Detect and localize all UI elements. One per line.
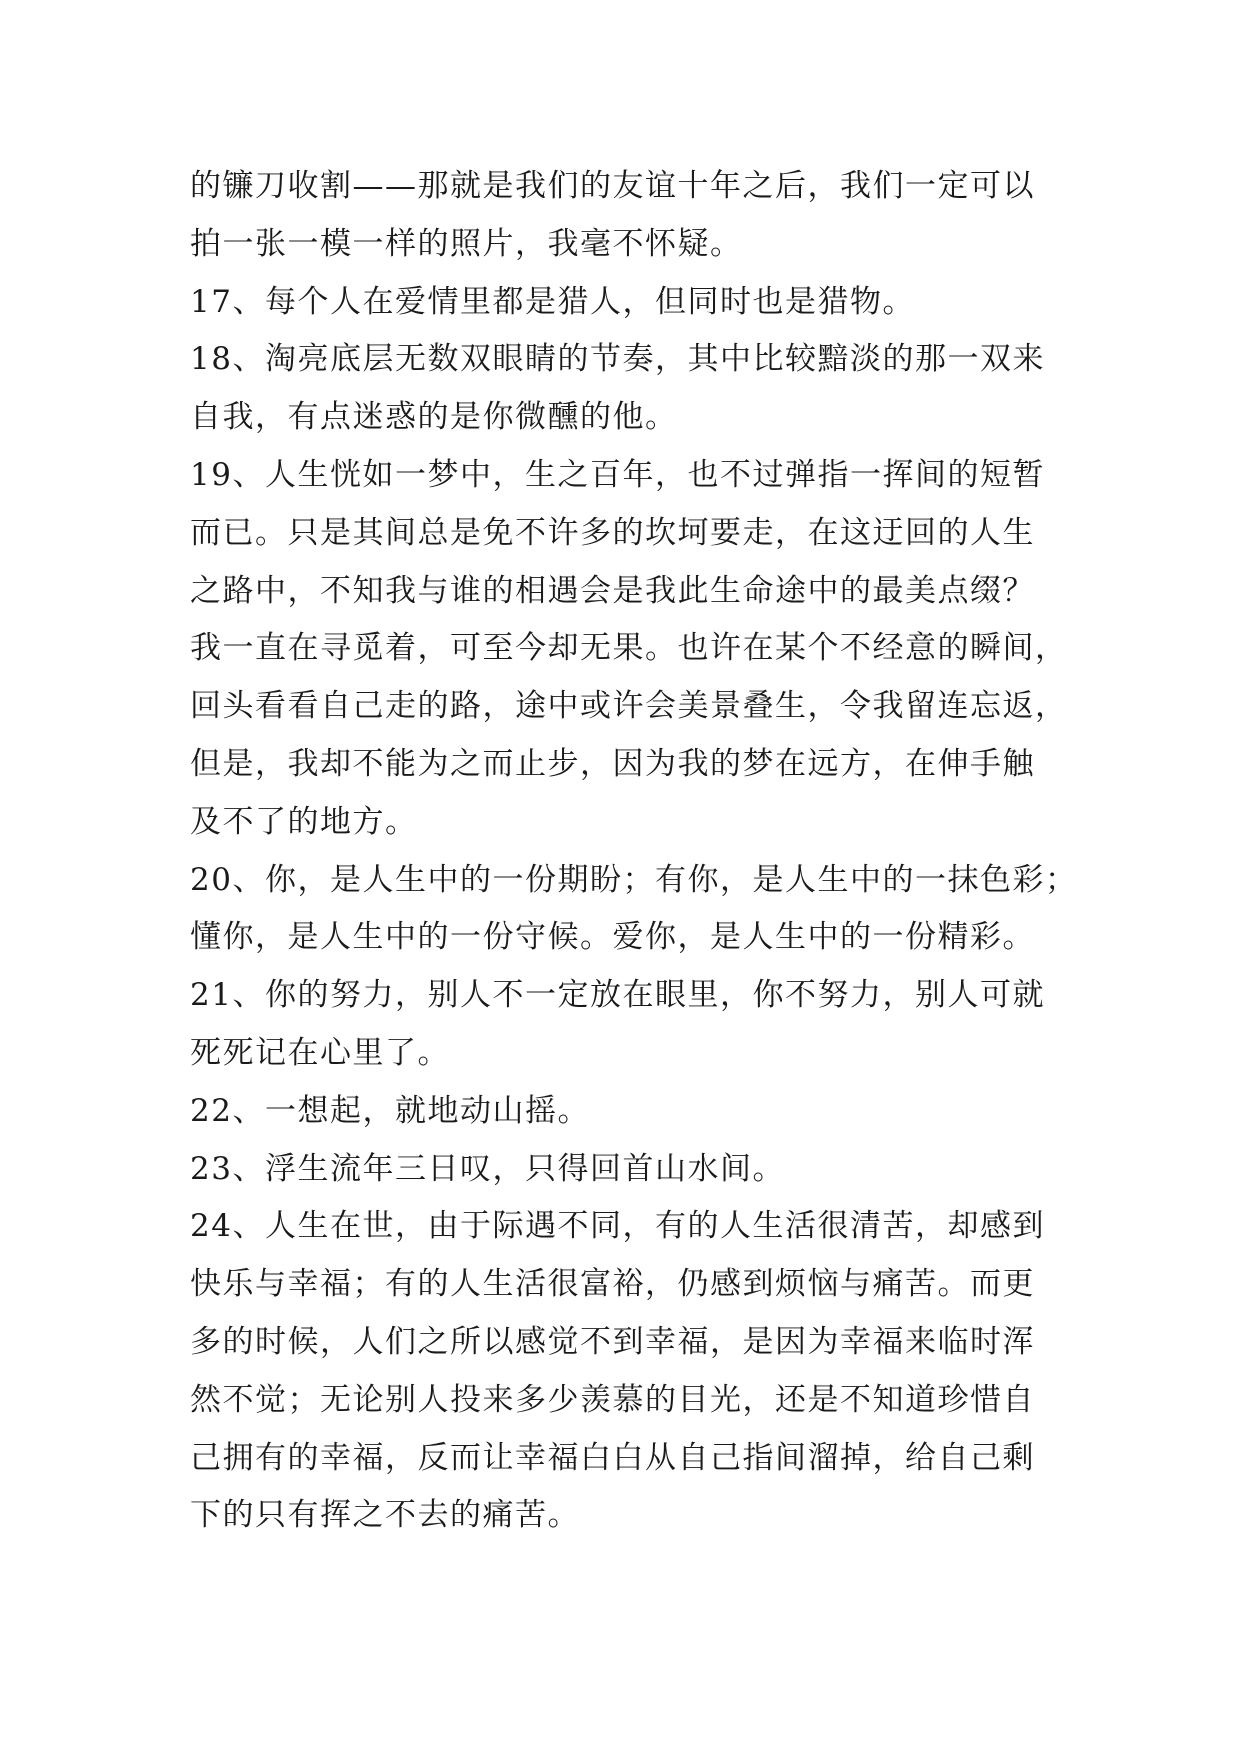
text-line: 18、淘亮底层无数双眼睛的节奏，其中比较黯淡的那一双来 [190, 341, 1045, 378]
text-line: 懂你，是人生中的一份守候。爱你，是人生中的一份精彩。 [190, 919, 1035, 956]
text-line: 拍一张一模一样的照片，我毫不怀疑。 [190, 225, 743, 262]
text-line: 快乐与幸福；有的人生活很富裕，仍感到烦恼与痛苦。而更 [190, 1266, 1035, 1303]
text-line: 及不了的地方。 [190, 803, 418, 840]
text-line: 自我，有点迷惑的是你微醺的他。 [190, 399, 678, 436]
text-line: 己拥有的幸福，反而让幸福白白从自己指间溜掉，给自己剩 [190, 1439, 1035, 1476]
text-line: 死死记在心里了。 [190, 1034, 450, 1071]
text-line: 而已。只是其间总是免不许多的坎坷要走，在这迂回的人生 [190, 514, 1035, 551]
document-body [190, 158, 1078, 1545]
text-line: 22、一想起，就地动山摇。 [190, 1092, 590, 1129]
text-line: 多的时候，人们之所以感觉不到幸福，是因为幸福来临时浑 [190, 1323, 1035, 1360]
text-line: 17、每个人在爱情里都是猎人，但同时也是猎物。 [190, 283, 915, 320]
text-line: 23、浮生流年三日叹，只得回首山水间。 [190, 1150, 785, 1187]
text-line: 回头看看自己走的路，途中或许会美景叠生，令我留连忘返， [190, 688, 1068, 725]
text-line: 19、人生恍如一梦中，生之百年，也不过弹指一挥间的短暂 [190, 456, 1045, 493]
text-line: 21、你的努力，别人不一定放在眼里，你不努力，别人可就 [190, 977, 1045, 1014]
text-line: 24、人生在世，由于际遇不同，有的人生活很清苦，却感到 [190, 1208, 1045, 1245]
text-line: 之路中，不知我与谁的相遇会是我此生命途中的最美点缀？ [190, 572, 1035, 609]
text-line: 的镰刀收割——那就是我们的友谊十年之后，我们一定可以 [190, 168, 1035, 204]
text-line: 我一直在寻觅着，可至今却无果。也许在某个不经意的瞬间， [190, 630, 1068, 667]
text-line: 但是，我却不能为之而止步，因为我的梦在远方，在伸手触 [190, 745, 1035, 782]
text-line: 20、你，是人生中的一份期盼；有你，是人生中的一抹色彩； [190, 861, 1078, 898]
text-line: 下的只有挥之不去的痛苦。 [190, 1497, 580, 1534]
text-line: 然不觉；无论别人投来多少羡慕的目光，还是不知道珍惜自 [190, 1381, 1035, 1418]
